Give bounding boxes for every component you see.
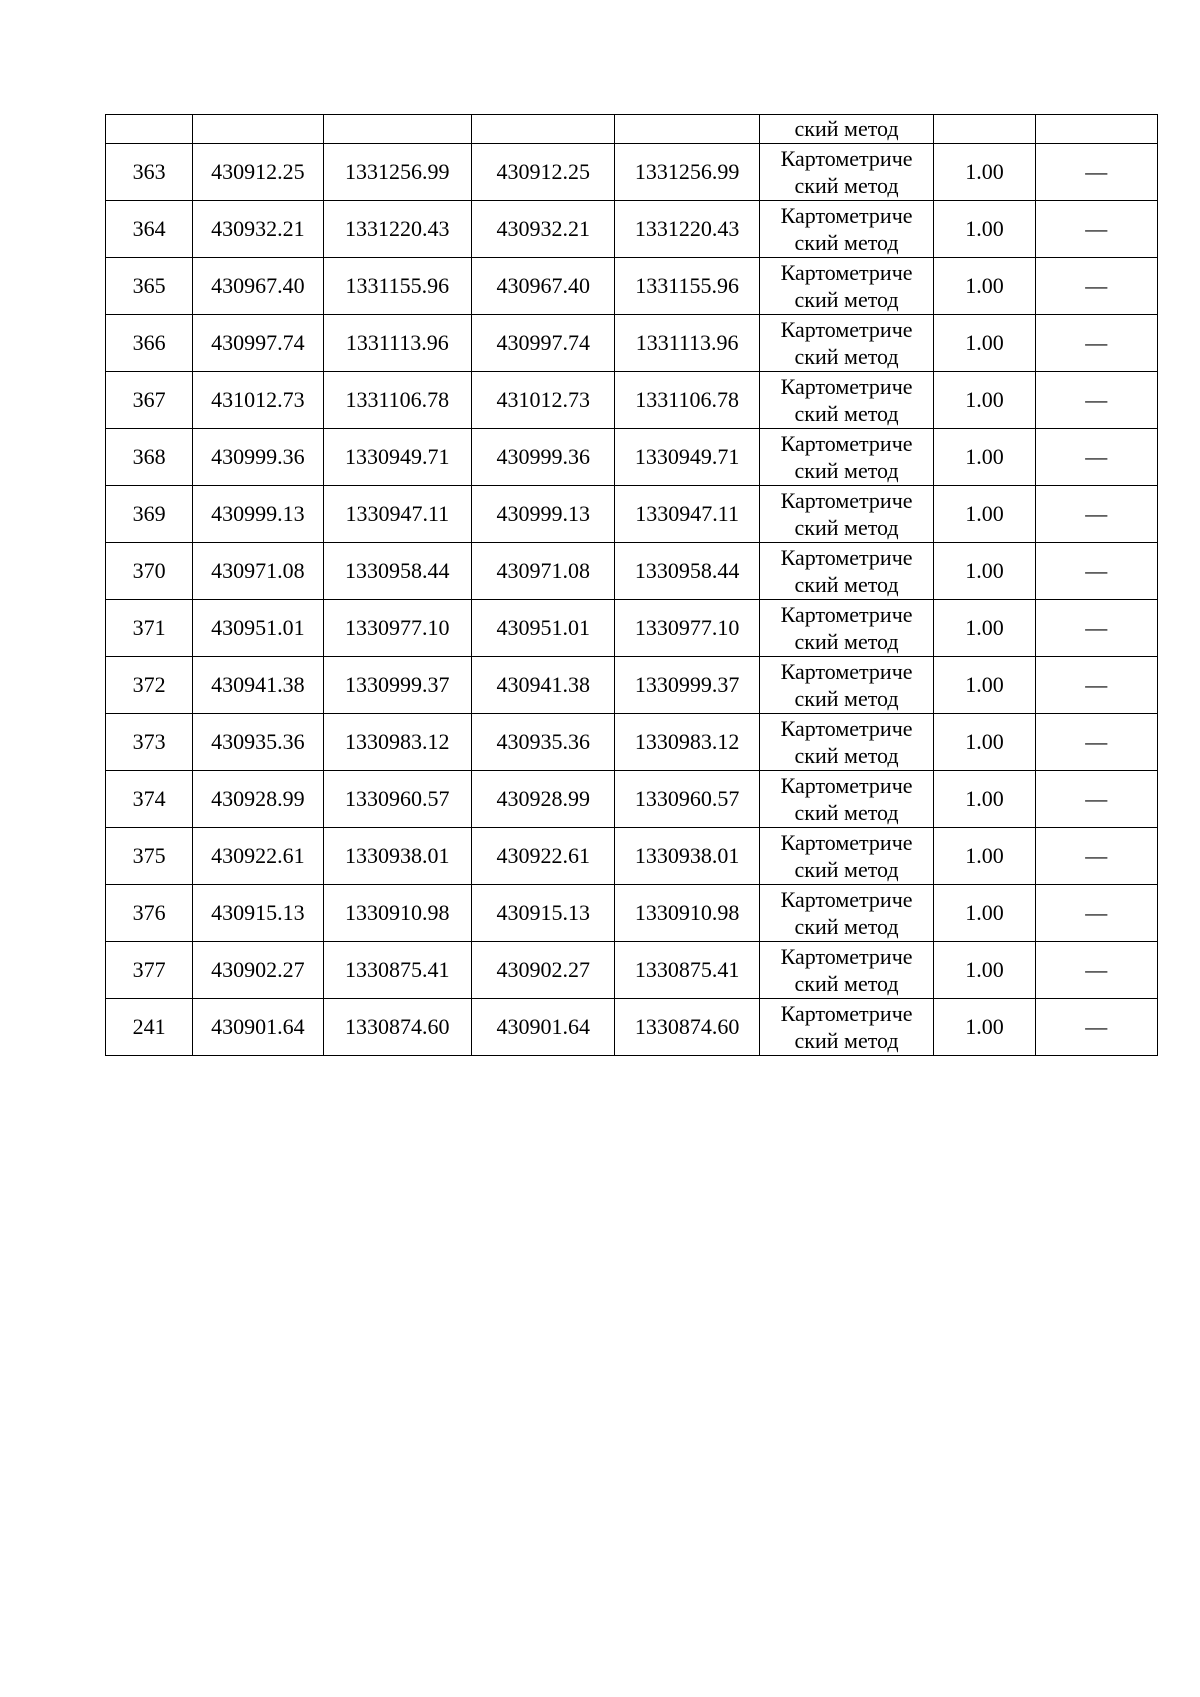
cell-y2: 1330958.44 (615, 543, 759, 600)
cell-method (759, 429, 933, 486)
cell-point: 372 (106, 657, 193, 714)
cell-y2: 1331113.96 (615, 315, 759, 372)
cell-point (106, 115, 193, 144)
cell-y1: 1331220.43 (323, 201, 471, 258)
table-row (106, 657, 1158, 714)
cell-y2: 1330874.60 (615, 999, 759, 1056)
cell-method (759, 315, 933, 372)
method-text-line: ский метод (794, 914, 899, 939)
cell-method (759, 942, 933, 999)
method-text-line: ский метод (794, 857, 899, 882)
cell-accuracy: 1.00 (934, 771, 1035, 828)
method-text-line: ский метод (794, 1028, 899, 1053)
table-row (106, 999, 1158, 1056)
cell-x2: 430922.61 (472, 828, 615, 885)
method-text-line: Картометриче (780, 944, 913, 969)
method-text-line: Картометриче (780, 773, 913, 798)
cell-y1: 1330875.41 (323, 942, 471, 999)
cell-accuracy: 1.00 (934, 828, 1035, 885)
method-text-line: Картометриче (780, 659, 913, 684)
method-text-line: Картометриче (780, 830, 913, 855)
table-row (106, 258, 1158, 315)
cell-y2: 1330938.01 (615, 828, 759, 885)
cell-method: ский метод (759, 115, 933, 144)
cell-note: — (1035, 657, 1157, 714)
cell-y1: 1331106.78 (323, 372, 471, 429)
method-text-line: ский метод (794, 515, 899, 540)
cell-note: — (1035, 885, 1157, 942)
table-row (106, 144, 1158, 201)
cell-x1: 430922.61 (193, 828, 323, 885)
cell-point: 367 (106, 372, 193, 429)
cell-y2: 1330910.98 (615, 885, 759, 942)
coordinates-table-body (106, 115, 1158, 1056)
cell-note: — (1035, 372, 1157, 429)
cell-x1: 430928.99 (193, 771, 323, 828)
method-text-line: ский метод (794, 401, 899, 426)
table-row (106, 543, 1158, 600)
cell-y2: 1331106.78 (615, 372, 759, 429)
cell-accuracy (934, 115, 1035, 144)
cell-x2: 430951.01 (472, 600, 615, 657)
cell-x2: 430971.08 (472, 543, 615, 600)
method-text-line: ский метод (794, 800, 899, 825)
cell-point: 377 (106, 942, 193, 999)
table-row (106, 315, 1158, 372)
cell-y2: 1330999.37 (615, 657, 759, 714)
cell-x1 (193, 115, 323, 144)
cell-note: — (1035, 486, 1157, 543)
cell-accuracy: 1.00 (934, 372, 1035, 429)
table-row (106, 600, 1158, 657)
cell-x2: 430941.38 (472, 657, 615, 714)
cell-y2: 1331155.96 (615, 258, 759, 315)
method-text-line: Картометриче (780, 374, 913, 399)
method-text-line: ский метод (794, 971, 899, 996)
cell-accuracy: 1.00 (934, 144, 1035, 201)
cell-y1: 1330960.57 (323, 771, 471, 828)
cell-accuracy: 1.00 (934, 999, 1035, 1056)
cell-x1: 430999.36 (193, 429, 323, 486)
cell-x2: 430932.21 (472, 201, 615, 258)
cell-y1: 1331155.96 (323, 258, 471, 315)
cell-y1: 1330910.98 (323, 885, 471, 942)
table-row (106, 942, 1158, 999)
cell-y1: 1330983.12 (323, 714, 471, 771)
method-text-line: Картометриче (780, 431, 913, 456)
cell-point: 371 (106, 600, 193, 657)
cell-point: 363 (106, 144, 193, 201)
cell-accuracy: 1.00 (934, 201, 1035, 258)
cell-x1: 430935.36 (193, 714, 323, 771)
cell-method (759, 771, 933, 828)
cell-method (759, 885, 933, 942)
coordinates-table (105, 114, 1158, 1056)
cell-y1 (323, 115, 471, 144)
cell-point: 375 (106, 828, 193, 885)
method-text-line: Картометриче (780, 260, 913, 285)
table-row (106, 372, 1158, 429)
table-row (106, 429, 1158, 486)
cell-x2: 430901.64 (472, 999, 615, 1056)
cell-x1: 430932.21 (193, 201, 323, 258)
cell-x2: 430997.74 (472, 315, 615, 372)
cell-point: 376 (106, 885, 193, 942)
method-text-line: Картометриче (780, 146, 913, 171)
cell-x2: 430912.25 (472, 144, 615, 201)
method-text-line: Картометриче (780, 716, 913, 741)
cell-y2: 1331256.99 (615, 144, 759, 201)
cell-x1: 430912.25 (193, 144, 323, 201)
table-row (106, 828, 1158, 885)
table-row (106, 885, 1158, 942)
cell-x1: 430941.38 (193, 657, 323, 714)
cell-point: 370 (106, 543, 193, 600)
cell-x2: 430928.99 (472, 771, 615, 828)
cell-accuracy: 1.00 (934, 942, 1035, 999)
cell-method (759, 999, 933, 1056)
cell-y1: 1330874.60 (323, 999, 471, 1056)
method-text-line: ский метод (794, 287, 899, 312)
cell-x1: 430999.13 (193, 486, 323, 543)
cell-y1: 1330958.44 (323, 543, 471, 600)
cell-x1: 431012.73 (193, 372, 323, 429)
cell-y2: 1330977.10 (615, 600, 759, 657)
cell-x1: 430902.27 (193, 942, 323, 999)
cell-point: 368 (106, 429, 193, 486)
cell-x1: 430997.74 (193, 315, 323, 372)
cell-point: 369 (106, 486, 193, 543)
cell-method (759, 828, 933, 885)
method-text-line: ский метод (794, 629, 899, 654)
cell-y2: 1330949.71 (615, 429, 759, 486)
cell-y2: 1330947.11 (615, 486, 759, 543)
method-text-line: ский метод (794, 230, 899, 255)
cell-y2: 1331220.43 (615, 201, 759, 258)
cell-note: — (1035, 714, 1157, 771)
cell-y1: 1330947.11 (323, 486, 471, 543)
cell-point: 365 (106, 258, 193, 315)
cell-x2: 430902.27 (472, 942, 615, 999)
cell-accuracy: 1.00 (934, 714, 1035, 771)
cell-accuracy: 1.00 (934, 258, 1035, 315)
cell-accuracy: 1.00 (934, 486, 1035, 543)
cell-y2: 1330983.12 (615, 714, 759, 771)
cell-note: — (1035, 771, 1157, 828)
table-row (106, 486, 1158, 543)
table-row (106, 771, 1158, 828)
cell-note: — (1035, 429, 1157, 486)
cell-x2: 430999.13 (472, 486, 615, 543)
cell-y1: 1330977.10 (323, 600, 471, 657)
cell-method (759, 258, 933, 315)
table-row (106, 201, 1158, 258)
cell-note (1035, 115, 1157, 144)
cell-method (759, 201, 933, 258)
cell-y2 (615, 115, 759, 144)
cell-point: 374 (106, 771, 193, 828)
cell-y1: 1331256.99 (323, 144, 471, 201)
cell-x2: 431012.73 (472, 372, 615, 429)
cell-note: — (1035, 942, 1157, 999)
method-text-line: Картометриче (780, 1001, 913, 1026)
cell-method (759, 486, 933, 543)
cell-note: — (1035, 999, 1157, 1056)
method-text-line: ский метод (794, 572, 899, 597)
cell-x2: 430915.13 (472, 885, 615, 942)
cell-y2: 1330960.57 (615, 771, 759, 828)
cell-method (759, 372, 933, 429)
cell-x1: 430915.13 (193, 885, 323, 942)
cell-method (759, 657, 933, 714)
cell-point: 373 (106, 714, 193, 771)
cell-y1: 1330949.71 (323, 429, 471, 486)
cell-point: 364 (106, 201, 193, 258)
cell-note: — (1035, 258, 1157, 315)
cell-note: — (1035, 828, 1157, 885)
method-text-line: Картометриче (780, 317, 913, 342)
method-text-line: ский метод (794, 173, 899, 198)
cell-accuracy: 1.00 (934, 429, 1035, 486)
cell-accuracy: 1.00 (934, 315, 1035, 372)
cell-x2 (472, 115, 615, 144)
cell-x2: 430967.40 (472, 258, 615, 315)
cell-x1: 430901.64 (193, 999, 323, 1056)
cell-note: — (1035, 144, 1157, 201)
cell-accuracy: 1.00 (934, 600, 1035, 657)
cell-method (759, 714, 933, 771)
method-text-line: ский метод (794, 458, 899, 483)
cell-x2: 430935.36 (472, 714, 615, 771)
continuation-row (106, 115, 1158, 144)
method-text-line: Картометриче (780, 203, 913, 228)
cell-method (759, 600, 933, 657)
cell-method (759, 144, 933, 201)
cell-accuracy: 1.00 (934, 543, 1035, 600)
method-text-line: Картометриче (780, 545, 913, 570)
method-text-line: Картометриче (780, 602, 913, 627)
cell-point: 366 (106, 315, 193, 372)
cell-method (759, 543, 933, 600)
cell-point: 241 (106, 999, 193, 1056)
cell-note: — (1035, 600, 1157, 657)
cell-note: — (1035, 201, 1157, 258)
cell-y1: 1331113.96 (323, 315, 471, 372)
cell-x1: 430971.08 (193, 543, 323, 600)
cell-y2: 1330875.41 (615, 942, 759, 999)
method-text-line: ский метод (794, 686, 899, 711)
cell-x2: 430999.36 (472, 429, 615, 486)
table-row (106, 714, 1158, 771)
cell-accuracy: 1.00 (934, 885, 1035, 942)
method-text-line: ский метод (794, 743, 899, 768)
cell-y1: 1330999.37 (323, 657, 471, 714)
cell-y1: 1330938.01 (323, 828, 471, 885)
cell-accuracy: 1.00 (934, 657, 1035, 714)
method-text-line: ский метод (794, 344, 899, 369)
cell-x1: 430967.40 (193, 258, 323, 315)
method-text-line: Картометриче (780, 488, 913, 513)
method-text-line: Картометриче (780, 887, 913, 912)
cell-x1: 430951.01 (193, 600, 323, 657)
cell-note: — (1035, 315, 1157, 372)
cell-note: — (1035, 543, 1157, 600)
